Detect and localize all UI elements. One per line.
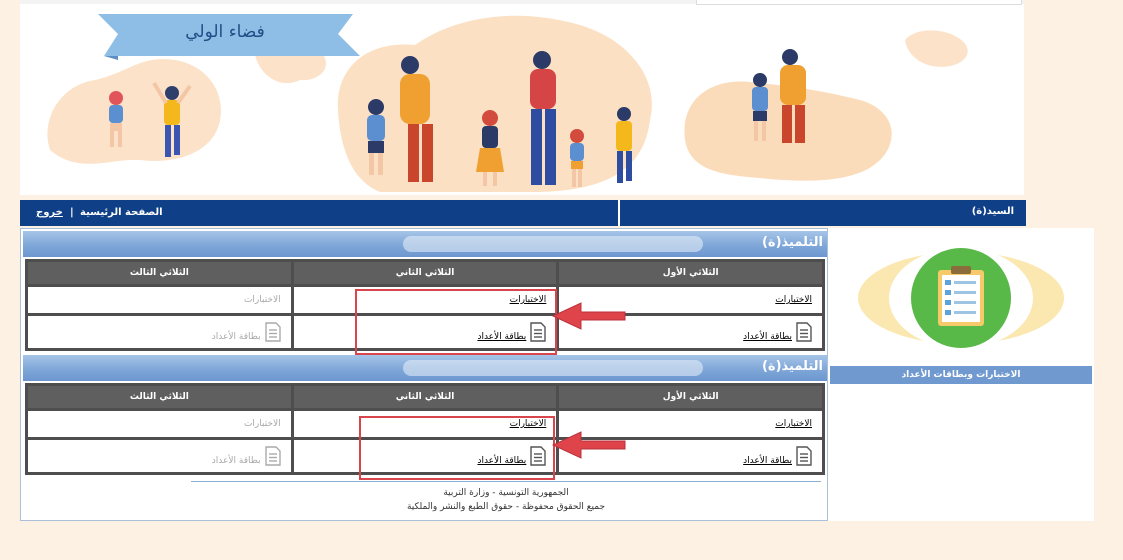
tests-link-t1[interactable]: الاختبارات bbox=[775, 295, 812, 305]
pointer-arrow bbox=[551, 301, 627, 331]
card-cell-t3 bbox=[28, 316, 291, 348]
footer-line-1: الجمهورية التونسية - وزارة التربية bbox=[443, 488, 569, 498]
column-header-t2: الثلاثي الثاني bbox=[294, 262, 557, 284]
top-navigation-bar bbox=[20, 200, 1026, 226]
tests-cell-t3 bbox=[28, 411, 291, 437]
footer bbox=[191, 486, 821, 514]
document-icon[interactable] bbox=[796, 322, 812, 342]
logout-link[interactable]: خروج bbox=[36, 207, 63, 218]
nav-separator: | bbox=[70, 207, 74, 218]
clipboard-icon[interactable] bbox=[856, 246, 1066, 350]
tests-link-t2[interactable]: الاختبارات bbox=[509, 295, 547, 305]
footer-divider bbox=[191, 481, 821, 482]
document-icon bbox=[265, 322, 281, 342]
report-card-link-t3: بطاقة الأعداد bbox=[211, 332, 261, 342]
student-title: التلميذ(ة) bbox=[761, 359, 823, 374]
side-widget-label[interactable]: الاختبارات وبطاقات الأعداد bbox=[830, 366, 1092, 384]
redacted-name bbox=[403, 360, 703, 376]
tests-cell-t3 bbox=[28, 287, 291, 313]
column-header-t3: الثلاثي الثالث bbox=[28, 262, 291, 284]
card-cell-t3 bbox=[28, 440, 291, 472]
topbar-divider bbox=[618, 200, 620, 226]
user-label: السيد(ة) bbox=[971, 206, 1014, 217]
banner-title: فضاء الولي bbox=[185, 22, 265, 42]
column-header-t2: الثلاثي الثاني bbox=[294, 386, 557, 408]
results-panel bbox=[20, 228, 828, 521]
highlight-box bbox=[355, 289, 557, 355]
report-card-link-t1[interactable]: بطاقة الأعداد bbox=[743, 456, 792, 466]
report-card-link-t2[interactable]: بطاقة الأعداد bbox=[477, 332, 527, 342]
student-title: التلميذ(ة) bbox=[761, 235, 823, 250]
tests-link-t1[interactable]: الاختبارات bbox=[775, 419, 812, 429]
document-icon[interactable] bbox=[796, 446, 812, 466]
redacted-name bbox=[403, 236, 703, 252]
report-card-link-t3: بطاقة الأعداد bbox=[211, 456, 261, 466]
student-header bbox=[23, 355, 827, 381]
tests-link-t3: الاختبارات bbox=[243, 295, 281, 305]
report-card-link-t1[interactable]: بطاقة الأعداد bbox=[743, 332, 792, 342]
pointer-arrow bbox=[551, 430, 627, 460]
footer-line-2: جميع الحقوق محفوظة - حقوق الطبع والنشر والملكية bbox=[406, 502, 606, 512]
student-header bbox=[23, 231, 827, 257]
header-banner bbox=[20, 0, 1024, 195]
highlight-box bbox=[359, 416, 555, 480]
column-header-t1: الثلاثي الأول bbox=[559, 386, 822, 408]
home-link[interactable]: الصفحة الرئيسية bbox=[80, 207, 163, 218]
report-card-link-t2[interactable]: بطاقة الأعداد bbox=[477, 456, 527, 466]
tests-link-t2[interactable]: الاختبارات bbox=[509, 419, 547, 429]
column-header-t1: الثلاثي الأول bbox=[559, 262, 822, 284]
column-header-t3: الثلاثي الثالث bbox=[28, 386, 291, 408]
document-icon bbox=[265, 446, 281, 466]
tests-link-t3: الاختبارات bbox=[243, 419, 281, 429]
